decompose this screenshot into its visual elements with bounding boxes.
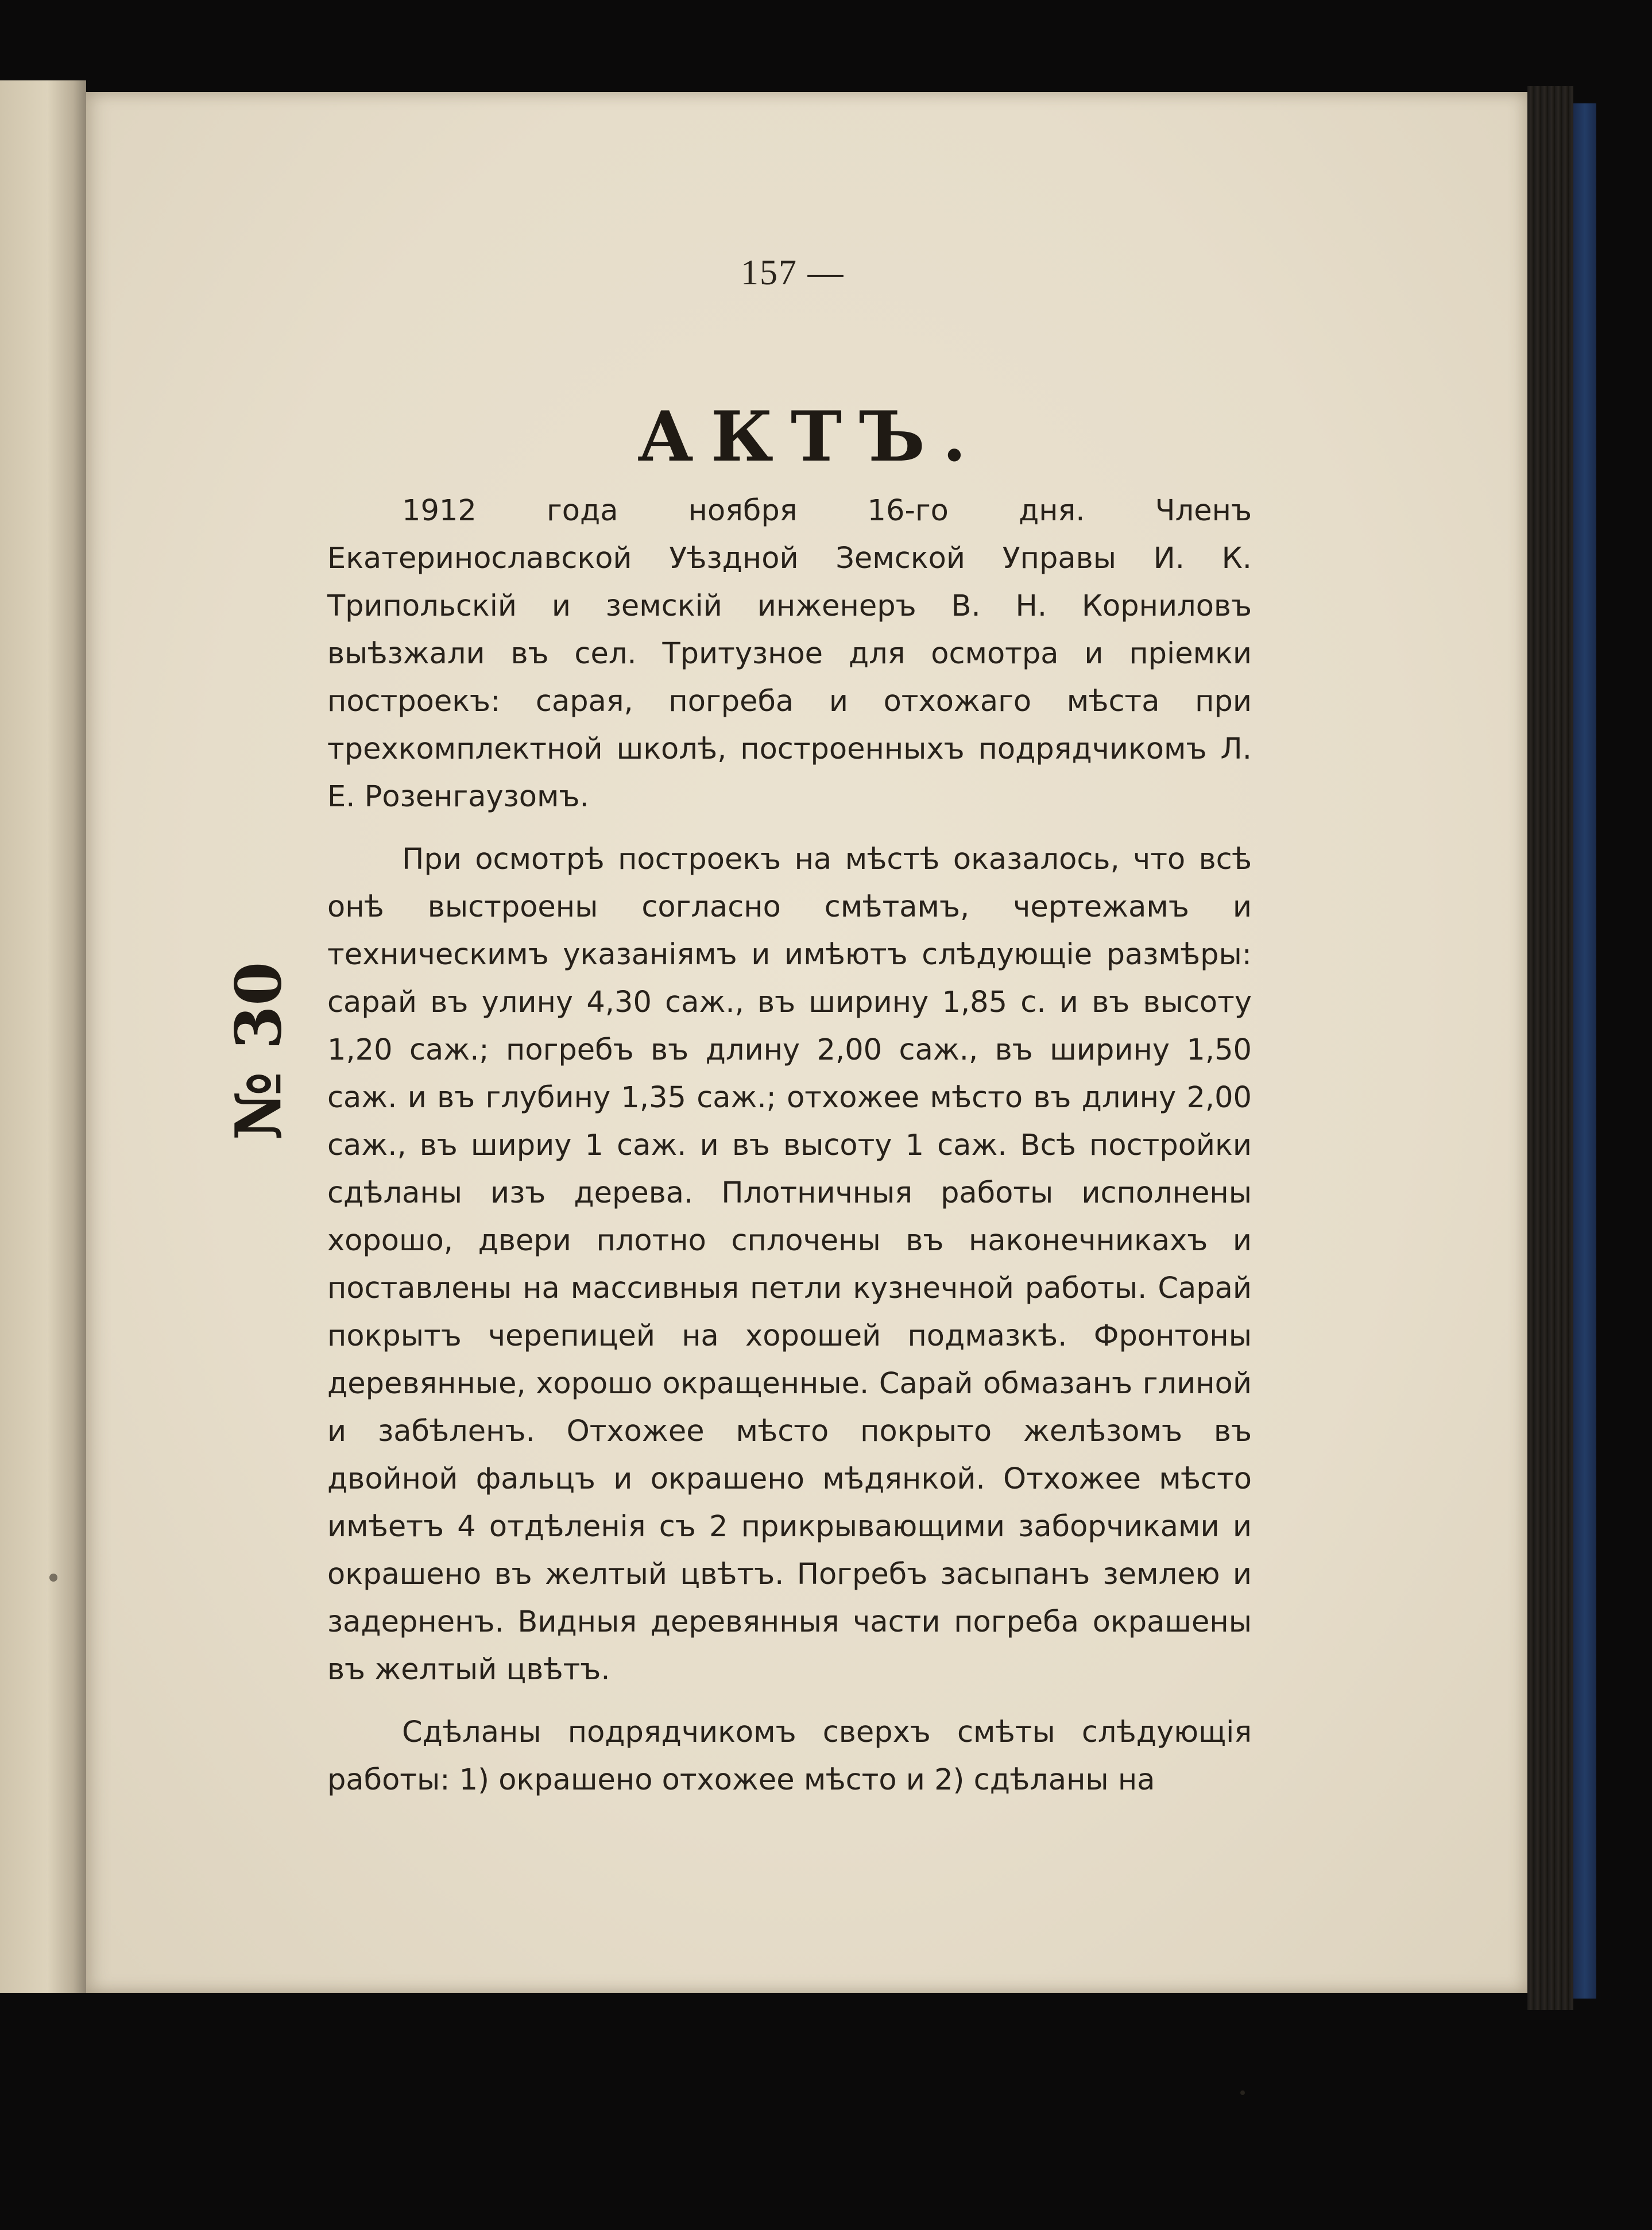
margin-mark xyxy=(49,1574,57,1582)
left-page-edge xyxy=(0,80,86,1993)
paragraph: При осмотрѣ построекъ на мѣстѣ оказалось, что всѣ онѣ выстроены согласно смѣтамъ, чертежамъ и техническимъ указаніямъ и имѣютъ слѣдующіе размѣры: сарай въ улину 4,30 саж., въ ширину 1,85 с. и въ высоту 1,20 саж.; погребъ въ длину 2,00 саж., въ ширину 1,50 саж. и въ глубину 1,35 саж.; отхожее мѣсто въ длину 2,00 саж., въ шириу 1 саж. и въ высоту 1 саж. Всѣ постройки сдѣланы изъ дерева. Плотничныя работы исполнены хорошо, двери плотно сплочены въ наконечникахъ и поставлены на массивныя петли кузнечной работы. Сарай покрытъ черепицей на хорошей подмазкѣ. Фронтоны деревянные, хорошо окращенные. Сарай обмазанъ глиной и забѣленъ. Отхожее мѣсто покрыто желѣзомъ въ двойной фальцъ и окрашено мѣдянкой. Отхожее мѣсто имѣетъ 4 отдѣленія съ 2 прикрывающими заборчиками и окрашено въ желтый цвѣтъ. Погребъ засыпанъ землею и задерненъ. Видныя деревянныя части погреба окрашены въ желтый цвѣтъ. xyxy=(327,842,1252,1687)
side-stamp-label: № 30 xyxy=(221,961,296,1141)
side-stamp xyxy=(218,961,299,1141)
paragraph: 1912 года ноября 16-го дня. Членъ Екатеринославской Уѣздной Земской Управы И. К. Трипольскій и земскій инженеръ В. Н. Корниловъ выѣзжали въ сел. Тритузное для осмотра и пріемки построекъ: сарая, погреба и отхожаго мѣста при трехкомплектной школѣ, построенныхъ подрядчикомъ Л. Е. Розенгаузомъ. xyxy=(327,494,1252,814)
page-number: 157 — xyxy=(741,253,845,292)
paragraph: Сдѣланы подрядчикомъ сверхъ смѣты слѣдующія работы: 1) окрашено отхожее мѣсто и 2) сдѣланы на xyxy=(327,1715,1252,1797)
book-page-edges xyxy=(1527,86,1573,2010)
book-cover-edge xyxy=(1573,103,1596,1999)
margin-mark xyxy=(1240,2090,1245,2095)
body-text xyxy=(327,487,1252,1819)
document-title: АКТЪ. xyxy=(637,396,984,477)
